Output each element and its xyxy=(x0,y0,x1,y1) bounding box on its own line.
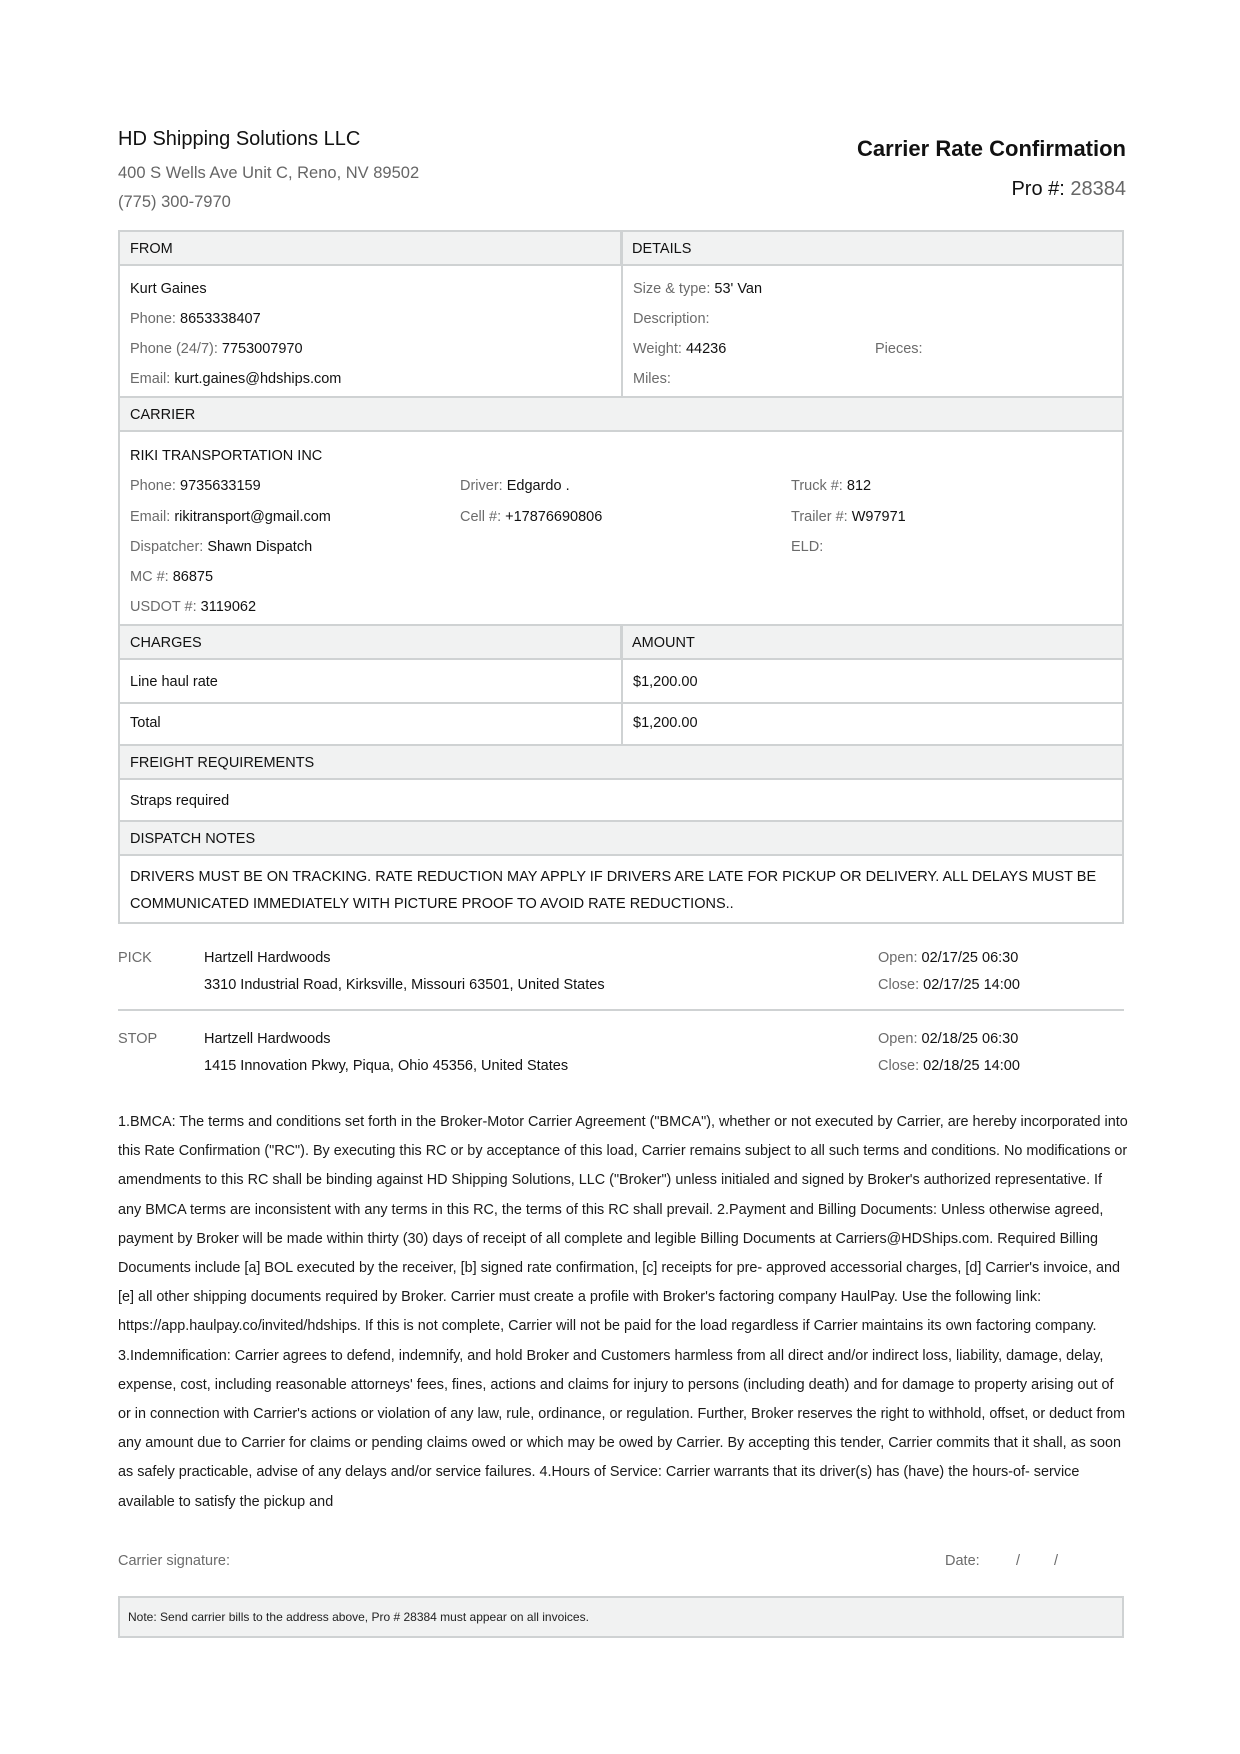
date-slash: / xyxy=(1054,1553,1059,1569)
company-address: 400 S Wells Ave Unit C, Reno, NV 89502 xyxy=(118,164,420,182)
carrier-eld: ELD: xyxy=(791,539,824,555)
dispatch-notes-line-2: COMMUNICATED IMMEDIATELY WITH PICTURE PROOF TO AVOID RATE REDUCTIONS.. xyxy=(130,896,734,912)
terms-and-conditions: 1.BMCA: The terms and conditions set forth in the Broker-Motor Carrier Agreement ("BMCA"), whether or not executed by Carrier, are hereby incorporated into this Rate Confirmation ("RC"). By executing this RC or by acceptance of this load, Carrier remains subject to all such terms and conditions. No modifications or amendments to this RC shall be binding against HD Shipping Solutions, LLC ("Broker") unless initialed and signed by Broker's authorized representative. If any BMCA terms are inconsistent with any terms in this RC, the terms of this RC shall prevail. 2.Payment and Billing Documents: Unless otherwise agreed, payment by Broker will be made within thirty (30) days of receipt of all complete and legible Billing Documents at Carriers@HDShips.com. Required Billing Documents include [a] BOL executed by the receiver, [b] signed rate confirmation, [c] receipts for pre- approved accessorial charges, [d] Carrier's invoice, and [e] all other shipping documents required by Broker. Carrier must create a profile with Broker's factoring company HaulPay. Use the following link: https://app.haulpay.co/invited/hdships. If this is not complete, Carrier will not be paid for the load regardless if Carrier maintains its own factoring company. 3.Indemnification: Carrier agrees to defend, indemnify, and hold Broker and Customers harmless from all direct and/or indirect loss, liability, damage, delay, expense, cost, including reasonable attorneys' fees, fines, actions and claims for injury to persons (including death) and for damage to property arising out of or in connection with Carrier's actions or violation of any law, rule, ordinance, or regulation. Further, Broker reserves the right to withhold, offset, or deduct from any amount due to Carrier for claims or pending claims owed or which may be owed by Carrier. By accepting this tender, Carrier commits that it shall, as soon as safely practicable, advise of any delays and/or service failures. 4.Hours of Service: Carrier warrants that its driver(s) has (have) the hours-of- service available to satisfy the pickup and xyxy=(118,1114,1128,1510)
details-weight: Weight: 44236 xyxy=(633,341,727,357)
amount-heading: AMOUNT xyxy=(620,626,1122,660)
pick-close: Close: 02/17/25 14:00 xyxy=(878,977,1020,993)
stop-name: Hartzell Hardwoods xyxy=(204,1031,331,1047)
date-slash: / xyxy=(1016,1553,1021,1569)
date-label: Date: xyxy=(945,1553,980,1569)
invoice-note: Note: Send carrier bills to the address above, Pro # 28384 must appear on all invoices. xyxy=(118,1596,1124,1638)
company-phone: (775) 300-7970 xyxy=(118,193,231,211)
stop-divider xyxy=(118,1009,1124,1011)
pro-value: 28384 xyxy=(1070,178,1126,200)
column-divider xyxy=(621,626,623,744)
carrier-table xyxy=(118,396,1124,626)
stop-open: Open: 02/18/25 06:30 xyxy=(878,1031,1019,1047)
carrier-cell: Cell #: +17876690806 xyxy=(460,509,603,525)
carrier-email: Email: rikitransport@gmail.com xyxy=(130,509,331,525)
carrier-signature-label: Carrier signature: xyxy=(118,1553,231,1569)
company-name: HD Shipping Solutions LLC xyxy=(118,128,361,150)
page-title: Carrier Rate Confirmation xyxy=(857,136,1126,161)
details-description: Description: xyxy=(633,311,710,327)
carrier-truck: Truck #: 812 xyxy=(791,478,872,494)
charges-table xyxy=(118,624,1124,746)
carrier-mc: MC #: 86875 xyxy=(130,569,214,585)
stop-type-pick: PICK xyxy=(118,950,152,966)
carrier-driver: Driver: Edgardo . xyxy=(460,478,570,494)
from-heading: FROM xyxy=(120,232,620,266)
details-miles: Miles: xyxy=(633,371,671,387)
details-pieces: Pieces: xyxy=(875,341,923,357)
carrier-phone: Phone: 9735633159 xyxy=(130,478,261,494)
carrier-heading: CARRIER xyxy=(120,398,1122,432)
from-email: Email: kurt.gaines@hdships.com xyxy=(130,371,342,387)
charge-amount-line-haul: $1,200.00 xyxy=(633,674,698,690)
details-size: Size & type: 53' Van xyxy=(633,281,763,297)
carrier-trailer: Trailer #: W97971 xyxy=(791,509,906,525)
carrier-name: RIKI TRANSPORTATION INC xyxy=(130,448,323,464)
freight-heading: FREIGHT REQUIREMENTS xyxy=(120,746,1122,780)
carrier-usdot: USDOT #: 3119062 xyxy=(130,599,257,615)
from-name: Kurt Gaines xyxy=(130,281,207,297)
from-phone-247: Phone (24/7): 7753007970 xyxy=(130,341,303,357)
charge-label-total: Total xyxy=(130,715,161,731)
dispatch-notes-heading: DISPATCH NOTES xyxy=(120,822,1122,856)
stop-type-stop: STOP xyxy=(118,1031,158,1047)
pick-address: 3310 Industrial Road, Kirksville, Missouri 63501, United States xyxy=(204,977,605,993)
from-details-table xyxy=(118,230,1124,398)
freight-requirements-table xyxy=(118,744,1124,822)
stop-close: Close: 02/18/25 14:00 xyxy=(878,1058,1020,1074)
charge-amount-total: $1,200.00 xyxy=(633,715,698,731)
pro-label: Pro #: xyxy=(1011,178,1065,200)
pick-name: Hartzell Hardwoods xyxy=(204,950,331,966)
pick-open: Open: 02/17/25 06:30 xyxy=(878,950,1019,966)
freight-text: Straps required xyxy=(130,793,230,809)
charges-heading: CHARGES xyxy=(120,626,620,660)
dispatch-notes-table xyxy=(118,820,1124,924)
dispatch-notes-line-1: DRIVERS MUST BE ON TRACKING. RATE REDUCTION MAY APPLY IF DRIVERS ARE LATE FOR PICKUP OR DELIVERY. ALL DELAYS MUST BE xyxy=(130,869,1097,885)
from-phone: Phone: 8653338407 xyxy=(130,311,261,327)
carrier-dispatcher: Dispatcher: Shawn Dispatch xyxy=(130,539,313,555)
stop-address: 1415 Innovation Pkwy, Piqua, Ohio 45356, United States xyxy=(204,1058,569,1074)
details-heading: DETAILS xyxy=(620,232,1122,266)
charge-label-line-haul: Line haul rate xyxy=(130,674,218,690)
row-divider xyxy=(120,702,1122,704)
column-divider xyxy=(621,232,623,396)
pro-number xyxy=(1011,178,1126,201)
